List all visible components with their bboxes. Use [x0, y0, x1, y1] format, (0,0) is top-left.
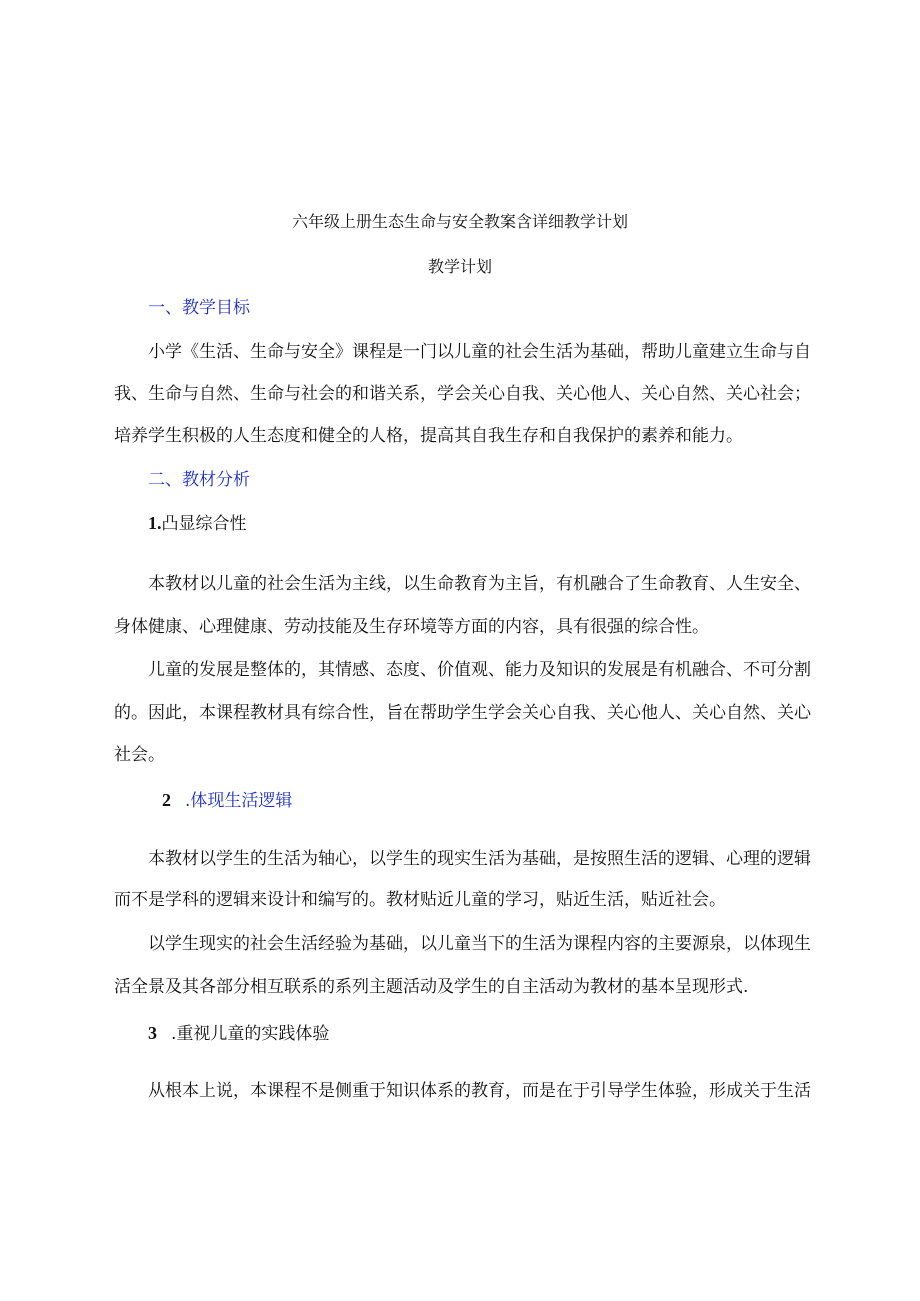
section2-heading: 二、教材分析: [148, 470, 250, 490]
section1-line-3: 培养学生积极的人生态度和健全的人格，提高其自我生存和自我保护的素养和能力。: [114, 426, 743, 446]
sub3-para1-line-1: 从根本上说，本课程不是侧重于知识体系的教育，而是在于引导学生体验，形成关于生活: [148, 1081, 811, 1101]
sub1-para2-line-2: 的。因此，本课程教材具有综合性，旨在帮助学生学会关心自我、关心他人、关心自然、关心: [114, 703, 811, 723]
sub3-title: .重视儿童的实践体验: [171, 1024, 330, 1044]
sub1-para1-line-2: 身体健康、心理健康、劳动技能及生存环境等方面的内容，具有很强的综合性。: [114, 617, 709, 637]
section1-line-1: 小学《生活、生命与安全》课程是一门以儿童的社会生活为基础，帮助儿童建立生命与自: [148, 342, 811, 362]
sub2-para1-line-2: 而不是学科的逻辑来设计和编写的。教材贴近儿童的学习，贴近生活，贴近社会。: [114, 890, 726, 910]
sub2-number: 2: [162, 790, 171, 810]
sub1-para2-line-3: 社会。: [114, 745, 165, 765]
section1-heading: 一、教学目标: [148, 298, 250, 318]
section1-line-2: 我、生命与自然、生命与社会的和谐关系，学会关心自我、关心他人、关心自然、关心社会；: [114, 384, 811, 404]
sub2-title: .体现生活逻辑: [185, 791, 293, 811]
sub2-heading: [162, 789, 292, 812]
sub2-para2-line-1: 以学生现实的社会生活经验为基础，以儿童当下的生活为课程内容的主要源泉，以体现生: [148, 934, 811, 954]
sub1-para1-line-1: 本教材以儿童的社会生活为主线，以生命教育为主旨，有机融合了生命教育、人生安全、: [148, 574, 811, 594]
sub1-number: 1.: [148, 513, 162, 533]
sub3-number: 3: [148, 1023, 157, 1043]
sub2-para1-line-1: 本教材以学生的生活为轴心，以学生的现实生活为基础，是按照生活的逻辑、心理的逻辑: [148, 849, 811, 869]
document-subtitle: 教学计划: [427, 257, 492, 276]
sub1-para2-line-1: 儿童的发展是整体的，其情感、态度、价值观、能力及知识的发展是有机融合、不可分割: [148, 660, 811, 680]
document-title: 六年级上册生态生命与安全教案含详细教学计划: [291, 212, 628, 231]
sub3-heading: [148, 1022, 329, 1045]
sub1-heading: [148, 512, 247, 535]
sub1-title: 凸显综合性: [161, 514, 247, 534]
sub2-para2-line-2: 活全景及其各部分相互联系的系列主题活动及学生的自主活动为教材的基本呈现形式.: [114, 977, 749, 997]
